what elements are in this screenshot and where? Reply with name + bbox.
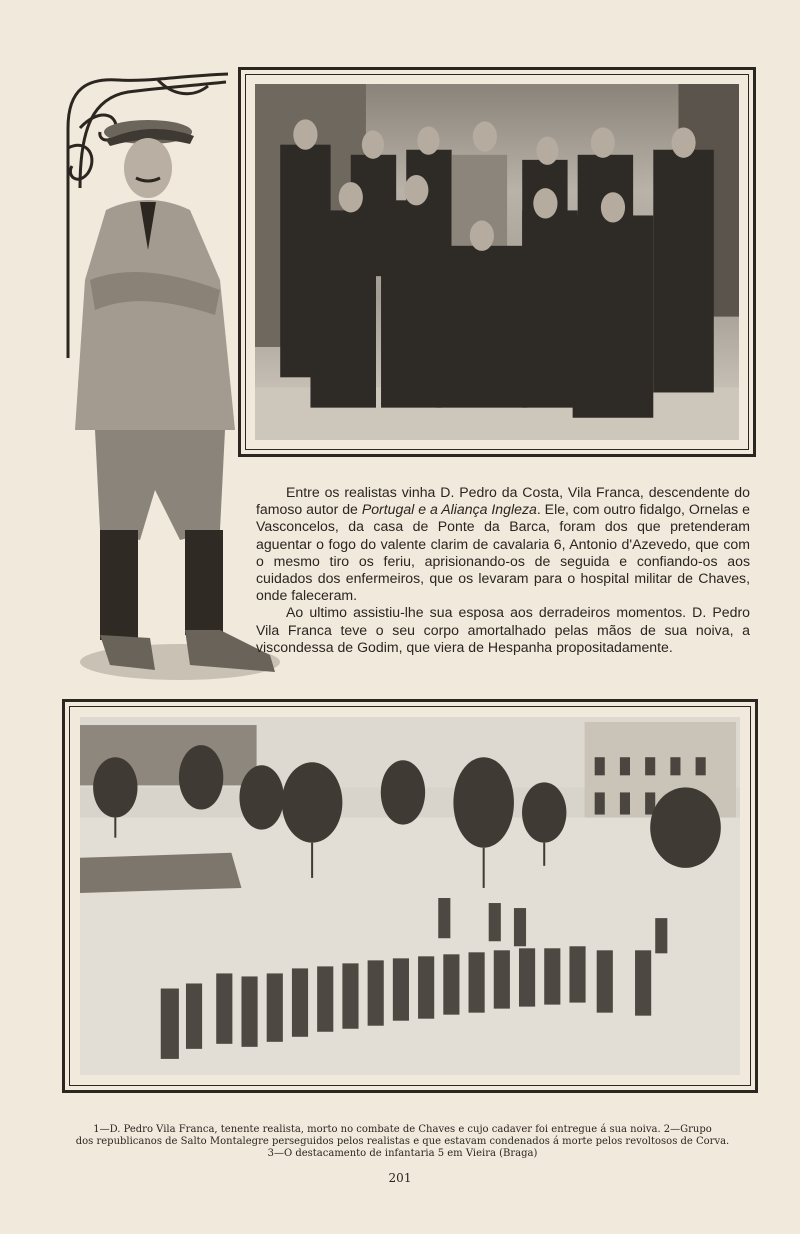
page-number: 201 <box>388 1171 412 1185</box>
group-photo-frame <box>238 67 756 457</box>
photo-caption <box>50 1124 755 1160</box>
group-photo <box>255 84 739 440</box>
caption-line-2: dos republicanos de Salto Montalegre perseguidos pelos realistas e que estavam condenados á morte pelos revoltosos de Corva. <box>75 1136 730 1147</box>
infantry-photo <box>80 717 740 1075</box>
caption-line-1: 1—D. Pedro Vila Franca, tenente realista, morto no combate de Chaves e cujo cadaver foi entregue á sua noiva. 2—Grupo <box>93 1124 712 1135</box>
infantry-photo-frame <box>62 699 758 1093</box>
caption-line-3: 3—O destacamento de infantaria 5 em Vieira (Braga) <box>267 1148 538 1159</box>
article-paragraph-2: Ao ultimo assistiu-lhe sua esposa aos derradeiros momentos. D. Pedro Vila Franca teve o seu corpo amortalhado pelas mãos de sua noiva, a viscondessa de Godim, que viera de Hespanha propositadamente. <box>256 604 750 655</box>
article-text <box>256 484 750 656</box>
article-paragraph-1: Entre os realistas vinha D. Pedro da Costa, Vila Franca, descendente do famoso autor de Portugal e a Aliança Ingleza. Ele, com outro fidalgo, Ornelas e Vasconcelos, da casa de Ponte da Barca, foram dos que pretenderam aguentar o fogo do valente clarim de cavalaria 6, Antonio d'Azevedo, que com o mesmo tiro os feriu, aprisionando-os de seguida e confiando-os aos cuidados dos enfermeiros, que os levaram para o hospital militar de Chaves, onde faleceram. <box>256 484 750 604</box>
book-title: Portugal e a Aliança Ingleza <box>361 501 537 518</box>
